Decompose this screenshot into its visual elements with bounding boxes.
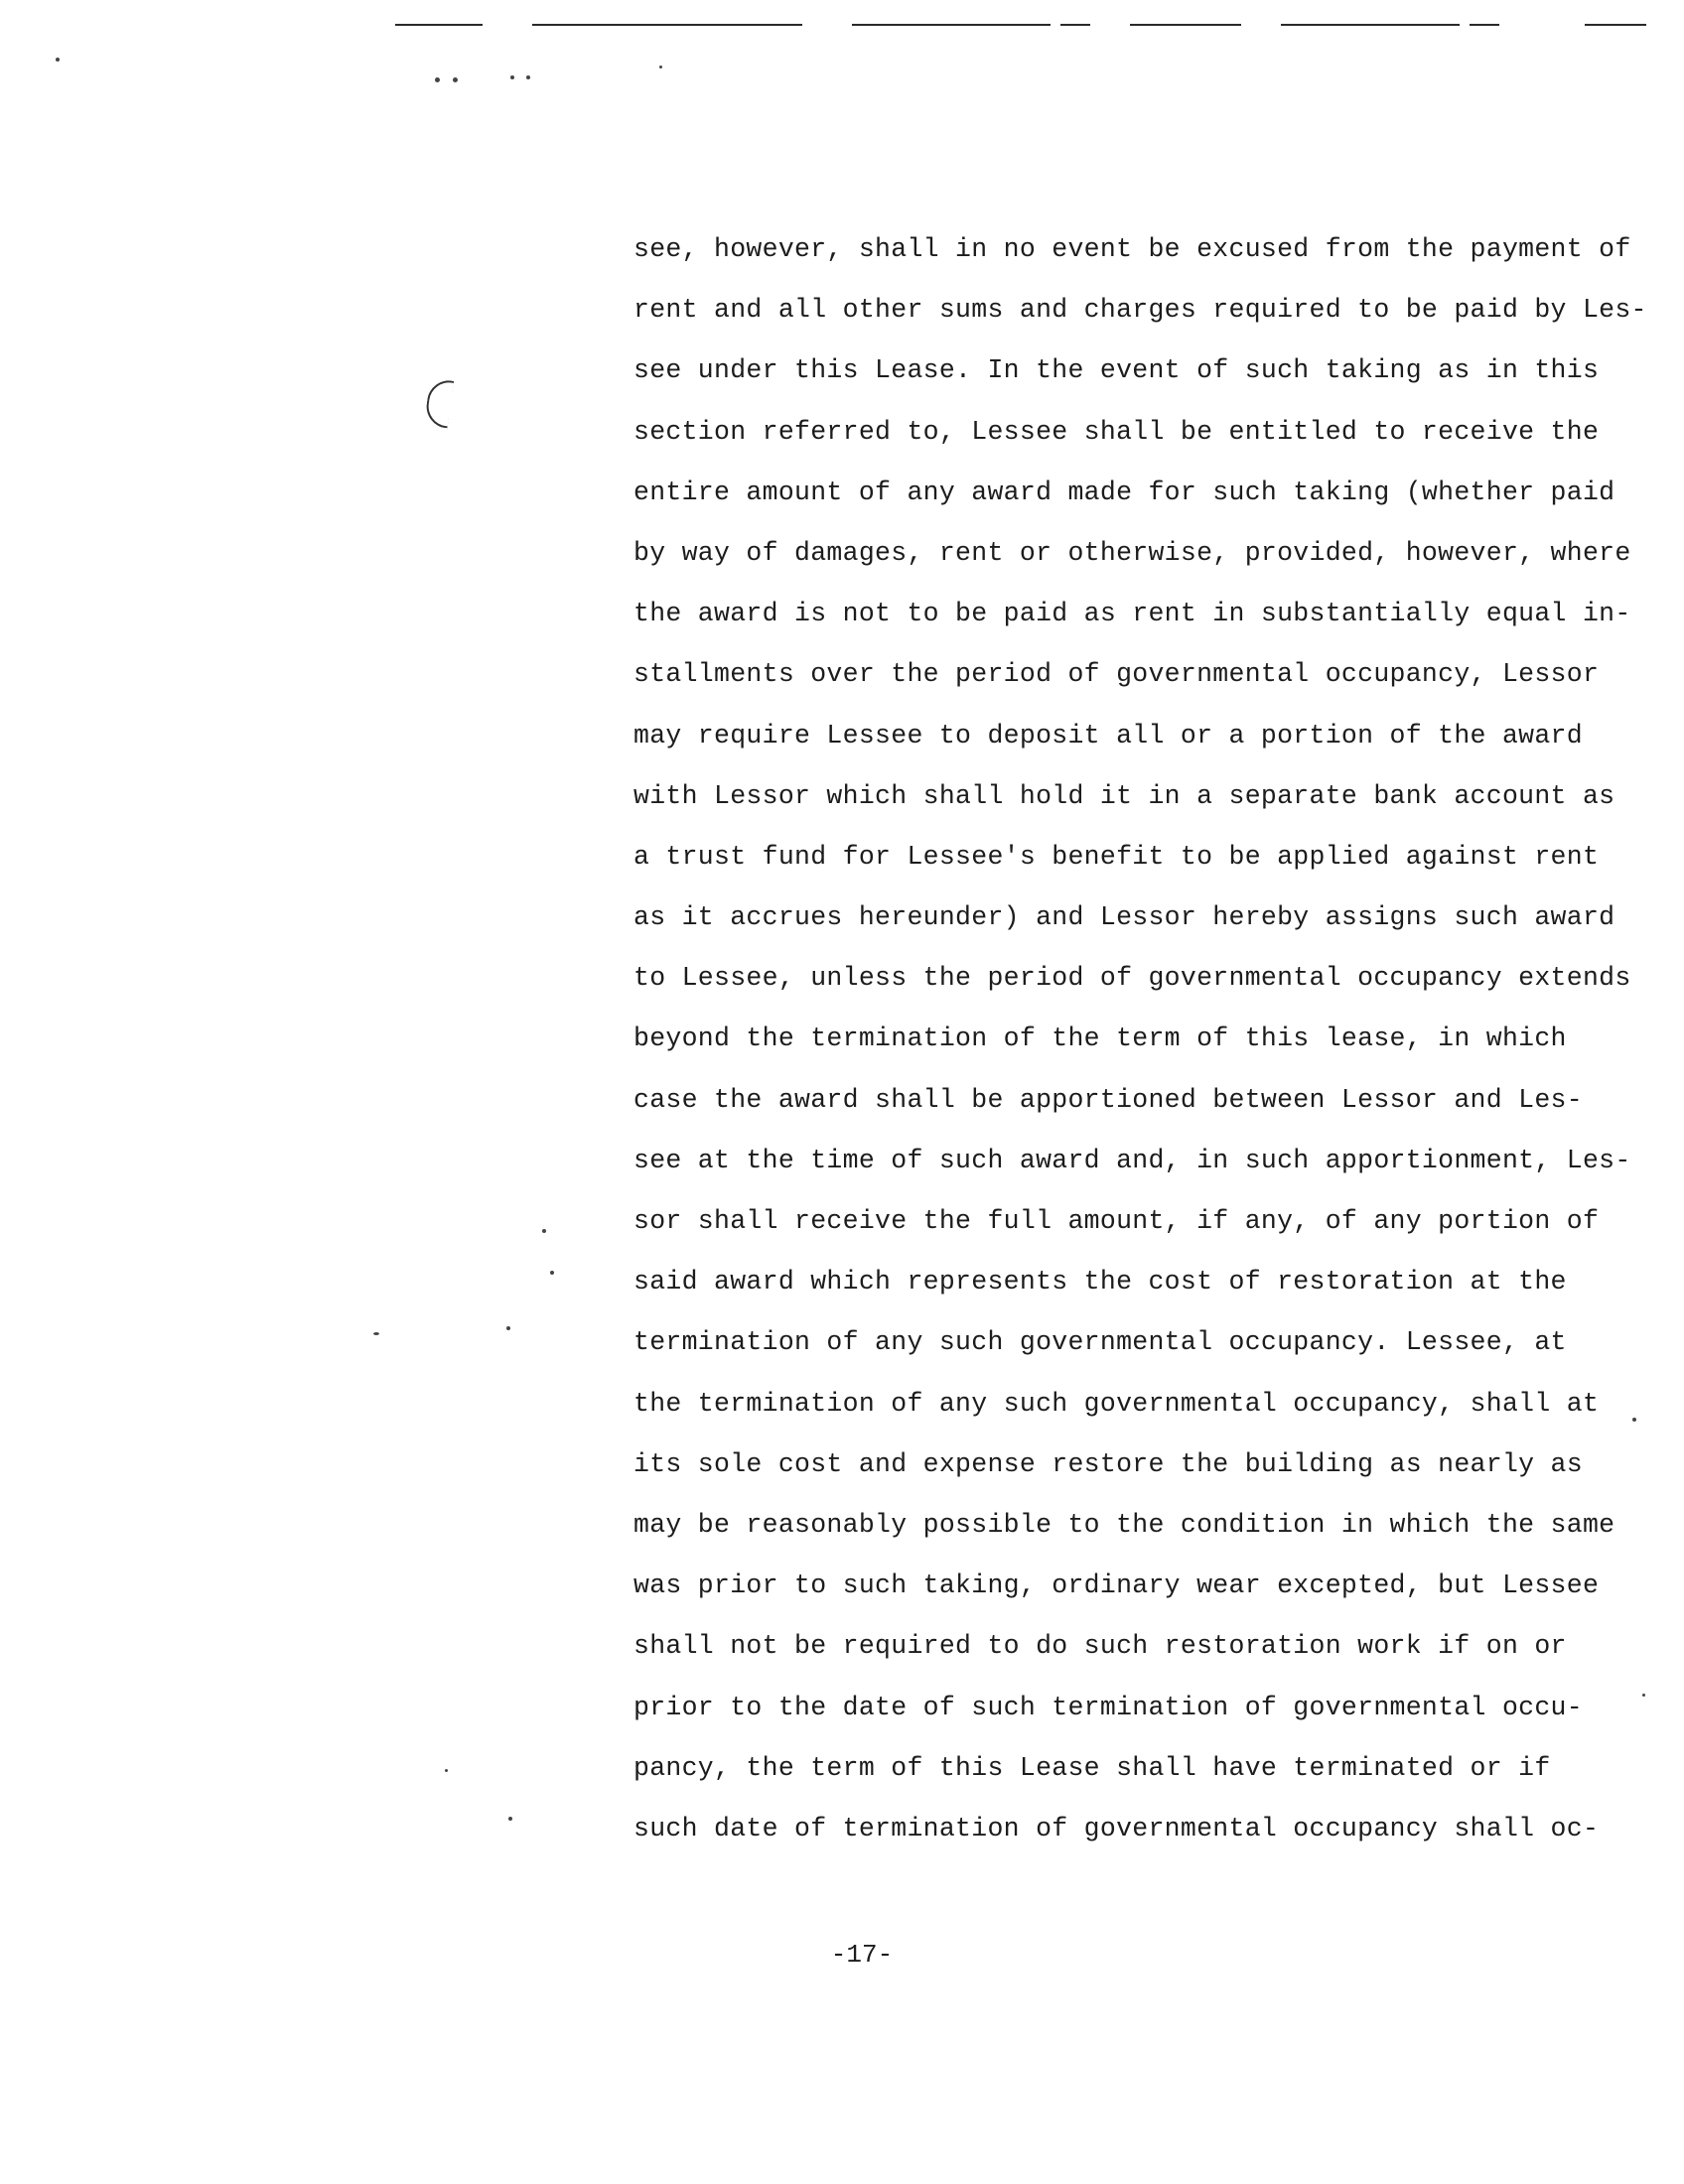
scan-speck <box>56 58 60 62</box>
text-line: shall not be required to do such restoration work if on or <box>633 1631 1567 1662</box>
scan-rule-segment <box>1130 24 1241 26</box>
scan-rule-segment <box>532 24 802 26</box>
text-line: said award which represents the cost of restoration at the <box>633 1267 1567 1297</box>
text-line: rent and all other sums and charges required to be paid by Les- <box>633 295 1647 326</box>
text-line: by way of damages, rent or otherwise, provided, however, where <box>633 537 1631 568</box>
text-line: to Lessee, unless the period of governmental occupancy extends <box>633 963 1631 994</box>
text-line: see at the time of such award and, in such apportionment, Les- <box>633 1145 1631 1175</box>
text-line: see, however, shall in no event be excused from the payment of <box>633 234 1631 264</box>
text-line: was prior to such taking, ordinary wear excepted, but Lessee <box>633 1570 1600 1601</box>
text-line: with Lessor which shall hold it in a separate bank account as <box>633 780 1615 811</box>
text-line: a trust fund for Lessee's benefit to be applied against rent <box>633 841 1600 872</box>
text-line: beyond the termination of the term of this lease, in which <box>633 1024 1567 1054</box>
text-line: may be reasonably possible to the condition in which the same <box>633 1509 1615 1540</box>
scan-rule-segment <box>1470 24 1499 26</box>
scan-speck <box>510 75 514 79</box>
scan-rule-segment <box>852 24 1051 26</box>
text-line: see under this Lease. In the event of such taking as in this <box>633 355 1600 386</box>
scan-rule-segment <box>1060 24 1090 26</box>
scan-rule-segment <box>1281 24 1460 26</box>
text-line: entire amount of any award made for such taking (whether paid <box>633 477 1615 507</box>
scan-speck <box>508 1817 512 1821</box>
text-line: the termination of any such governmental occupancy, shall at <box>633 1388 1600 1419</box>
body-text <box>633 234 1646 1874</box>
text-line: may require Lessee to deposit all or a portion of the award <box>633 720 1583 751</box>
text-line: termination of any such governmental occupancy. Lessee, at <box>633 1327 1567 1358</box>
scan-speck <box>542 1229 546 1233</box>
scan-speck <box>550 1271 554 1275</box>
scan-rule-segment <box>1585 24 1646 26</box>
text-line: sor shall receive the full amount, if any, of any portion of <box>633 1206 1600 1236</box>
text-line: case the award shall be apportioned between Lessor and Les- <box>633 1084 1583 1115</box>
margin-bracket-mark <box>424 378 454 429</box>
scan-speck <box>373 1332 379 1335</box>
text-line: stallments over the period of governmental occupancy, Lessor <box>633 659 1600 690</box>
scan-speck <box>435 77 440 82</box>
text-line: the award is not to be paid as rent in substantially equal in- <box>633 599 1631 629</box>
scan-rule-segment <box>395 24 483 26</box>
text-line: as it accrues hereunder) and Lessor hereby assigns such award <box>633 902 1615 933</box>
text-line: such date of termination of governmental occupancy shall oc- <box>633 1813 1600 1843</box>
scan-speck <box>526 75 530 79</box>
page-number: -17- <box>830 1940 894 1970</box>
text-line: pancy, the term of this Lease shall have terminated or if <box>633 1752 1551 1783</box>
text-line: its sole cost and expense restore the building as nearly as <box>633 1448 1583 1479</box>
scan-speck <box>659 66 662 68</box>
scan-speck <box>453 77 458 82</box>
text-line: prior to the date of such termination of governmental occu- <box>633 1692 1583 1722</box>
scan-speck <box>506 1326 510 1330</box>
text-line: section referred to, Lessee shall be entitled to receive the <box>633 416 1600 447</box>
scan-speck <box>445 1769 448 1772</box>
